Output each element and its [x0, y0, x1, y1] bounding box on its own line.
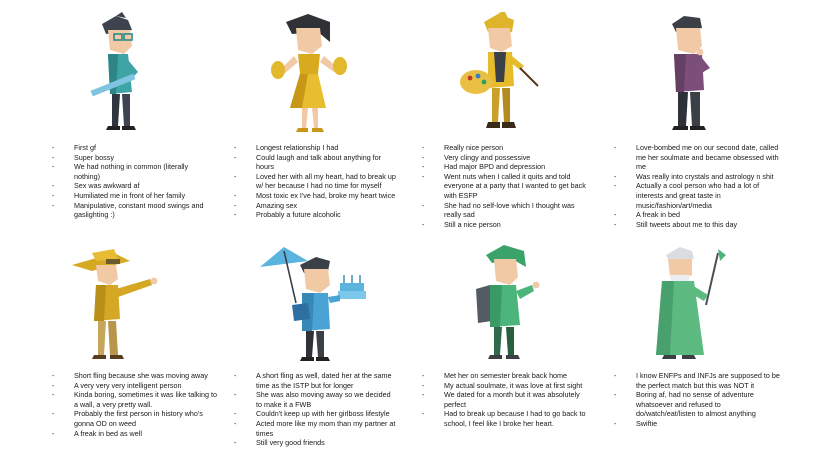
note-item: - Kinda boring, sometimes it was like talking to a wall, a very pretty wall. [52, 390, 220, 409]
note-item: - Longest relationship I had [234, 143, 396, 153]
notes-list-3 [422, 143, 590, 229]
entertainer-figure [256, 245, 376, 363]
adventurer-figure [66, 247, 166, 363]
notes-list-5 [52, 371, 220, 438]
note-item: - Humiliated me in front of her family [52, 191, 214, 201]
note-item: - First gf [52, 143, 214, 153]
note-item: - Manipulative, constant mood swings and gaslighting :) [52, 201, 214, 220]
note-item: - Still a nice person [422, 220, 590, 230]
thinker-figure [656, 12, 726, 134]
note-item: - A short fling as well, dated her at the same time as the ISTP but for longer [234, 371, 396, 390]
note-item: - Really nice person [422, 143, 590, 153]
notes-list-4 [614, 143, 782, 229]
note-item: - Probably a future alcoholic [234, 210, 396, 220]
mediator-figure [466, 245, 556, 363]
note-item: - Loved her with all my heart, had to break up w/ her because I had no time for myself [234, 172, 396, 191]
note-item: - Acted more like my mom than my partner at times [234, 419, 396, 438]
note-item: - Probably the first person in history who's gonna OD on weed [52, 409, 220, 428]
note-item: - We had nothing in common (literally nothing) [52, 162, 214, 181]
note-item: - Amazing sex [234, 201, 396, 211]
note-item: - Had to break up because I had to go back to school, I feel like I broke her heart. [422, 409, 590, 428]
notes-list-2 [234, 143, 396, 220]
wizard-figure [646, 245, 742, 363]
note-item: - A freak in bed as well [52, 429, 220, 439]
note-item: - Couldn't keep up with her girlboss lifestyle [234, 409, 396, 419]
scientist-figure [80, 12, 160, 134]
note-item: - Could laugh and talk about anything for hours [234, 153, 396, 172]
note-item: - My actual soulmate, it was love at first sight [422, 381, 590, 391]
note-item: - Swiftie [614, 419, 782, 429]
note-item: - I know ENFPs and INFJs are supposed to be the perfect match but this was NOT it [614, 371, 782, 390]
note-item: - A freak in bed [614, 210, 782, 220]
note-item: - Very clingy and possessive [422, 153, 590, 163]
note-item: - She was also moving away so we decided to make it a FWB [234, 390, 396, 409]
note-item: - She had no self-love which I thought was really sad [422, 201, 590, 220]
painter-figure [458, 12, 548, 134]
notes-list-8 [614, 371, 782, 429]
note-item: - Super bossy [52, 153, 214, 163]
note-item: - A very very very intelligent person [52, 381, 220, 391]
note-item: - We dated for a month but it was absolutely perfect [422, 390, 590, 409]
note-item: - Still very good friends [234, 438, 396, 448]
note-item: - Most toxic ex I've had, broke my heart twice [234, 191, 396, 201]
notes-list-7 [422, 371, 590, 429]
note-item: - Still tweets about me to this day [614, 220, 782, 230]
notes-list-1 [52, 143, 214, 220]
note-item: - Met her on semester break back home [422, 371, 590, 381]
note-item: - Went nuts when I called it quits and told everyone at a party that I wanted to get back with ESFP [422, 172, 590, 201]
maracas-dancer-figure [268, 12, 350, 134]
notes-list-6 [234, 371, 396, 448]
note-item: - Was really into crystals and astrology n shit [614, 172, 782, 182]
note-item: - Sex was awkward af [52, 181, 214, 191]
note-item: - Love-bombed me on our second date, called me her soulmate and became obsessed with me [614, 143, 782, 172]
note-item: - Boring af, had no sense of adventure whatsoever and refused to do/watch/eat/listen to almost anything [614, 390, 782, 419]
note-item: - Actually a cool person who had a lot of interests and great taste in music/fashion/art/media [614, 181, 782, 210]
note-item: - Had major BPD and depression [422, 162, 590, 172]
note-item: - Short fling because she was moving away [52, 371, 220, 381]
